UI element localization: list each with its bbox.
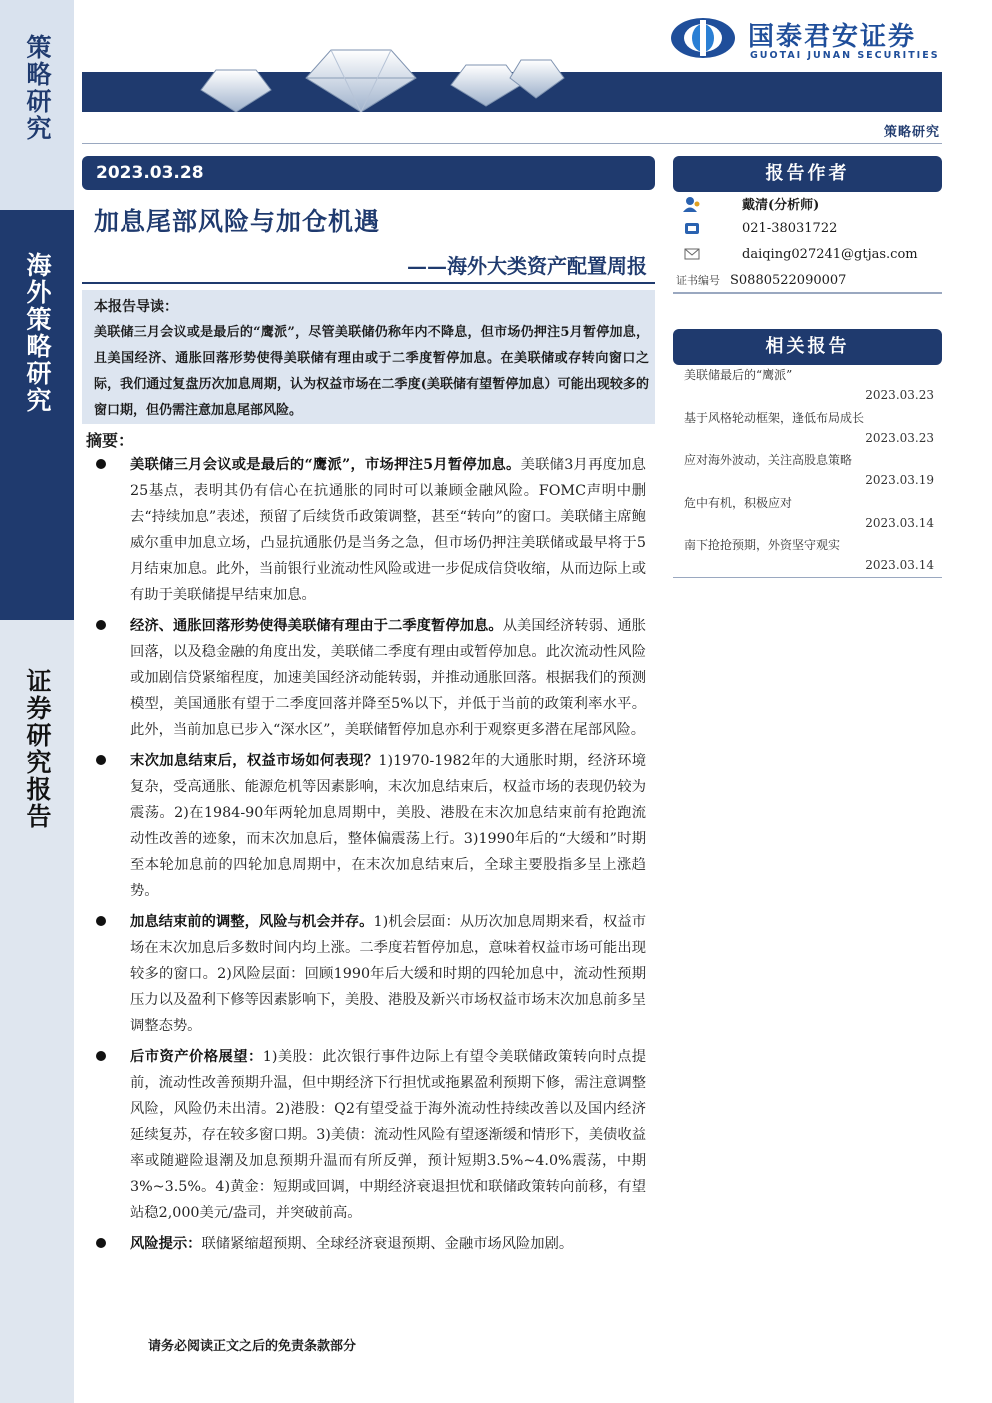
divider — [673, 292, 942, 294]
brand-name-en: GUOTAI JUNAN SECURITIES — [750, 50, 940, 61]
author-phone-row — [682, 220, 837, 236]
bullet-lead: 末次加息结束后，权益市场如何表现？ — [130, 753, 379, 769]
summary-list — [94, 452, 646, 1262]
report-subtitle: ——海外大类资产配置周报 — [407, 254, 647, 278]
bullet-text: 联储紧缩超预期、全球经济衰退预期、金融市场风险加剧。 — [201, 1236, 574, 1252]
related-date: 2023.03.14 — [865, 515, 934, 530]
related-date: 2023.03.19 — [865, 473, 934, 487]
disclaimer: 请务必阅读正文之后的免责条款部分 — [148, 1339, 357, 1354]
diamond-icon — [176, 40, 576, 112]
cert-label: 证书编号 — [676, 274, 720, 287]
sidebar-section-overseas — [0, 210, 74, 620]
brand-name-cn: 国泰君安证券 — [748, 22, 917, 52]
author-box-heading: 报告作者 — [673, 156, 942, 192]
divider — [673, 577, 942, 578]
logo-mark-icon — [670, 16, 736, 60]
doc-type-label: 策略研究 — [883, 125, 940, 140]
sidebar-label-securities: 证券研究报告 — [23, 668, 52, 830]
guide-heading: 本报告导读： — [94, 299, 178, 315]
author-name: 戴清(分析师) — [742, 198, 820, 213]
related-list — [684, 366, 942, 579]
list-item[interactable] — [684, 366, 942, 409]
author-email[interactable]: daiqing027241@gtjas.com — [742, 246, 918, 262]
related-date: 2023.03.23 — [865, 388, 934, 402]
bullet-icon — [96, 755, 106, 765]
list-item[interactable] — [684, 494, 942, 537]
bullet-text: 美联储3月再度加息25基点，表明其仍有信心在抗通胀的同时可以兼顾金融风险。FOMC声明中删去“持续加息”表述，预留了后续货币政策调整，甚至“转向”的窗口。美联储主席鲍威尔重申加息立场，凸显抗通胀仍是当务之急，但市场仍押注美联储或最早将于5月结束加息。此外，当前银行业流动性风险或进一步促成信贷收缩，从而边际上或有助于美联储提早结束加息。 — [130, 457, 646, 603]
sidebar-label-overseas: 海外策略研究 — [23, 252, 52, 414]
related-box-heading: 相关报告 — [673, 329, 942, 365]
list-item[interactable] — [684, 409, 942, 452]
list-item — [94, 1231, 646, 1257]
divider — [82, 143, 942, 144]
list-item — [94, 613, 646, 743]
guide-text: 美联储三月会议或是最后的“鹰派”，尽管美联储仍称年内不降息，但市场仍押注5月暂停加息，且美国经济、通胀回落形势使得美联储有理由或于二季度暂停加息。在美联储或存转向窗口之际，我们通过复盘历次加息周期，认为权益市场在二季度(美联储有望暂停加息）可能出现较多的窗口期，但仍需注意加息尾部风险。 — [94, 325, 649, 418]
author-phone: 021-38031722 — [742, 220, 838, 236]
phone-icon — [682, 220, 702, 236]
report-title: 加息尾部风险与加仓机遇 — [94, 207, 381, 236]
bullet-lead: 经济、通胀回落形势使得美联储有理由于二季度暂停加息。 — [130, 618, 503, 634]
bullet-text: 1)美股：此次银行事件边际上有望令美联储政策转向时点提前，流动性改善预期升温，但中期经济下行担忧或拖累盈利预期下修，需注意调整风险，风险仍未出清。2)港股：Q2有望受益于海外流动性持续改善以及国内经济延续复苏，存在较多窗口期。3)美债：流动性风险有望逐渐缓和情形下，美债收益率或随避险退潮及加息预期升温而有所反弹，预计短期3.5%~4.0%震荡，中期3%~3.5%。4)黄金：短期或回调，中期经济衰退担忧和联储政策转向前移，有望站稳2,000美元/盎司，并突破前高。 — [130, 1049, 647, 1221]
bullet-icon — [96, 1238, 106, 1248]
sidebar-section-securities — [0, 620, 74, 1403]
list-item — [94, 748, 646, 904]
bullet-lead: 加息结束前的调整，风险与机会并存。 — [130, 914, 374, 930]
bullet-icon — [96, 916, 106, 926]
bullet-text: 1)机会层面：从历次加息周期来看，权益市场在末次加息后多数时间内均上涨。二季度若暂停加息，意味着权益市场可能出现较多的窗口。2)风险层面：回顾1990年后大缓和时期的四轮加息中，流动性预期压力以及盈利下修等因素影响下，美股、港股及新兴市场权益市场末次加息前多呈调整态势。 — [130, 914, 646, 1034]
bullet-lead: 美联储三月会议或是最后的“鹰派”，市场押注5月暂停加息。 — [130, 457, 521, 473]
mail-icon — [682, 246, 702, 262]
bullet-icon — [96, 620, 106, 630]
related-title[interactable]: 南下抢抢预期，外资坚守观实 — [684, 538, 841, 552]
related-date: 2023.03.14 — [865, 558, 934, 572]
summary-heading: 摘要： — [86, 431, 135, 450]
person-icon — [682, 196, 702, 212]
related-title[interactable]: 美联储最后的“鹰派” — [684, 368, 793, 382]
bullet-icon — [96, 1051, 106, 1061]
bullet-lead: 风险提示： — [130, 1236, 202, 1252]
cert-number: S0880522090007 — [730, 272, 847, 288]
related-date: 2023.03.23 — [865, 430, 934, 445]
list-item — [94, 1044, 646, 1226]
list-item[interactable] — [684, 451, 942, 494]
sidebar-section-strategy — [0, 0, 74, 210]
divider — [82, 282, 655, 284]
bullet-text: 从美国经济转弱、通胀回落，以及稳金融的角度出发，美联储二季度有理由或暂停加息。此次流动性风险或加剧信贷紧缩程度，加速美国经济动能转弱，并推动通胀回落。根据我们的预测模型，美国通胀有望于二季度回落并降至5%以下，并低于当前的政策利率水平。此外，当前加息已步入“深水区”，美联储暂停加息亦利于观察更多潜在尾部风险。 — [130, 618, 647, 738]
brand-logo — [670, 14, 942, 64]
related-title[interactable]: 危中有机，积极应对 — [684, 495, 793, 510]
bullet-lead: 后市资产价格展望： — [130, 1049, 263, 1065]
list-item — [94, 452, 646, 608]
related-title[interactable]: 基于风格轮动框架，逢低布局成长 — [684, 410, 865, 425]
bullet-icon — [96, 459, 106, 469]
sidebar — [0, 0, 74, 1403]
related-title[interactable]: 应对海外波动，关注高股息策略 — [684, 453, 853, 467]
list-item[interactable] — [684, 536, 942, 579]
author-cert-row — [676, 272, 846, 288]
author-name-row — [682, 194, 819, 213]
list-item — [94, 909, 646, 1039]
sidebar-label-strategy: 策略研究 — [23, 34, 52, 142]
report-date: 2023.03.28 — [82, 156, 655, 190]
bullet-text: 1)1970-1982年的大通胀时期，经济环境复杂，受高通胀、能源危机等因素影响，末次加息结束后，权益市场的表现仍较为震荡。2)在1984-90年两轮加息周期中，美股、港股在末次加息结束前有抢跑流动性改善的迹象，而末次加息后，整体偏震荡上行。3)1990年后的“大缓和”时期至本轮加息前的四轮加息周期中，在末次加息结束后，全球主要股指多呈上涨趋势。 — [130, 753, 646, 899]
author-email-row — [682, 246, 918, 262]
